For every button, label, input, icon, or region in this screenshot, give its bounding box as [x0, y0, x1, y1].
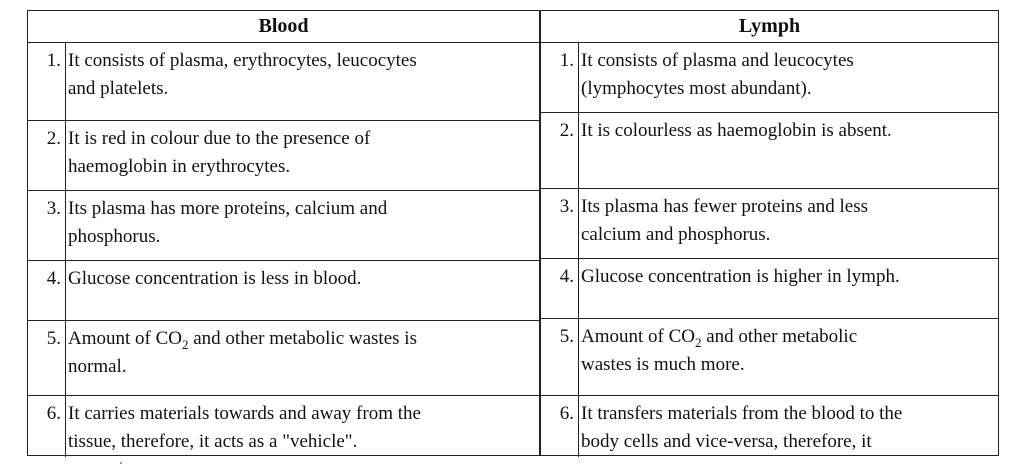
blood-cell: It is red in colour due to the presence of haemoglobin in erythrocytes.: [68, 128, 371, 177]
blood-header: Blood: [28, 11, 539, 43]
blood-cell: Amount of $CO_2$ and other metabolic wastes is normal.: [68, 328, 417, 377]
row-number: 6.: [541, 396, 579, 457]
blood-column: [27, 10, 540, 456]
table-row: [28, 396, 539, 457]
comparison-table: [27, 10, 999, 456]
blood-cell: It consists of plasma, erythrocytes, leucocytes and platelets.: [68, 50, 417, 99]
table-row: [541, 259, 998, 319]
blood-cell: Its plasma has more proteins, calcium and phosphorus.: [68, 198, 388, 247]
table-row: [28, 191, 539, 261]
lymph-cell: Glucose concentration is higher in lymph.: [581, 266, 900, 287]
table-row: [541, 319, 998, 396]
table-row: [541, 43, 998, 113]
row-number: 3.: [28, 191, 66, 260]
table-row: [541, 189, 998, 259]
row-number: 1.: [541, 43, 579, 112]
row-number: 4.: [541, 259, 579, 318]
lymph-cell: It is colourless as haemoglobin is absent.: [581, 120, 892, 141]
blood-cell: Glucose concentration is less in blood.: [68, 268, 362, 289]
row-number: 5.: [28, 321, 66, 395]
row-number: 3.: [541, 189, 579, 258]
row-number: 2.: [541, 113, 579, 188]
row-number: 1.: [28, 43, 66, 120]
row-number: 5.: [541, 319, 579, 395]
table-row: [28, 43, 539, 121]
row-number: 6.: [28, 396, 66, 457]
scan-speck: [120, 462, 122, 464]
table-row: [541, 396, 998, 457]
table-row: [28, 321, 539, 396]
row-number: 4.: [28, 261, 66, 320]
lymph-cell: It transfers materials from the blood to the body cells and vice-versa, therefore, it: [581, 403, 903, 452]
table-row: [541, 113, 998, 189]
table-row: [28, 121, 539, 191]
lymph-column: [540, 10, 999, 456]
lymph-cell: Its plasma has fewer proteins and less calcium and phosphorus.: [581, 196, 869, 245]
row-number: 2.: [28, 121, 66, 190]
blood-cell: It carries materials towards and away from the tissue, therefore, it acts as a "vehicle".: [68, 403, 421, 452]
table-row: [28, 261, 539, 321]
lymph-header: Lymph: [541, 11, 998, 43]
lymph-cell: It consists of plasma and leucocytes (lymphocytes most abundant).: [581, 50, 854, 99]
lymph-cell: Amount of $CO_2$ and other metabolic wastes is much more.: [581, 326, 858, 375]
